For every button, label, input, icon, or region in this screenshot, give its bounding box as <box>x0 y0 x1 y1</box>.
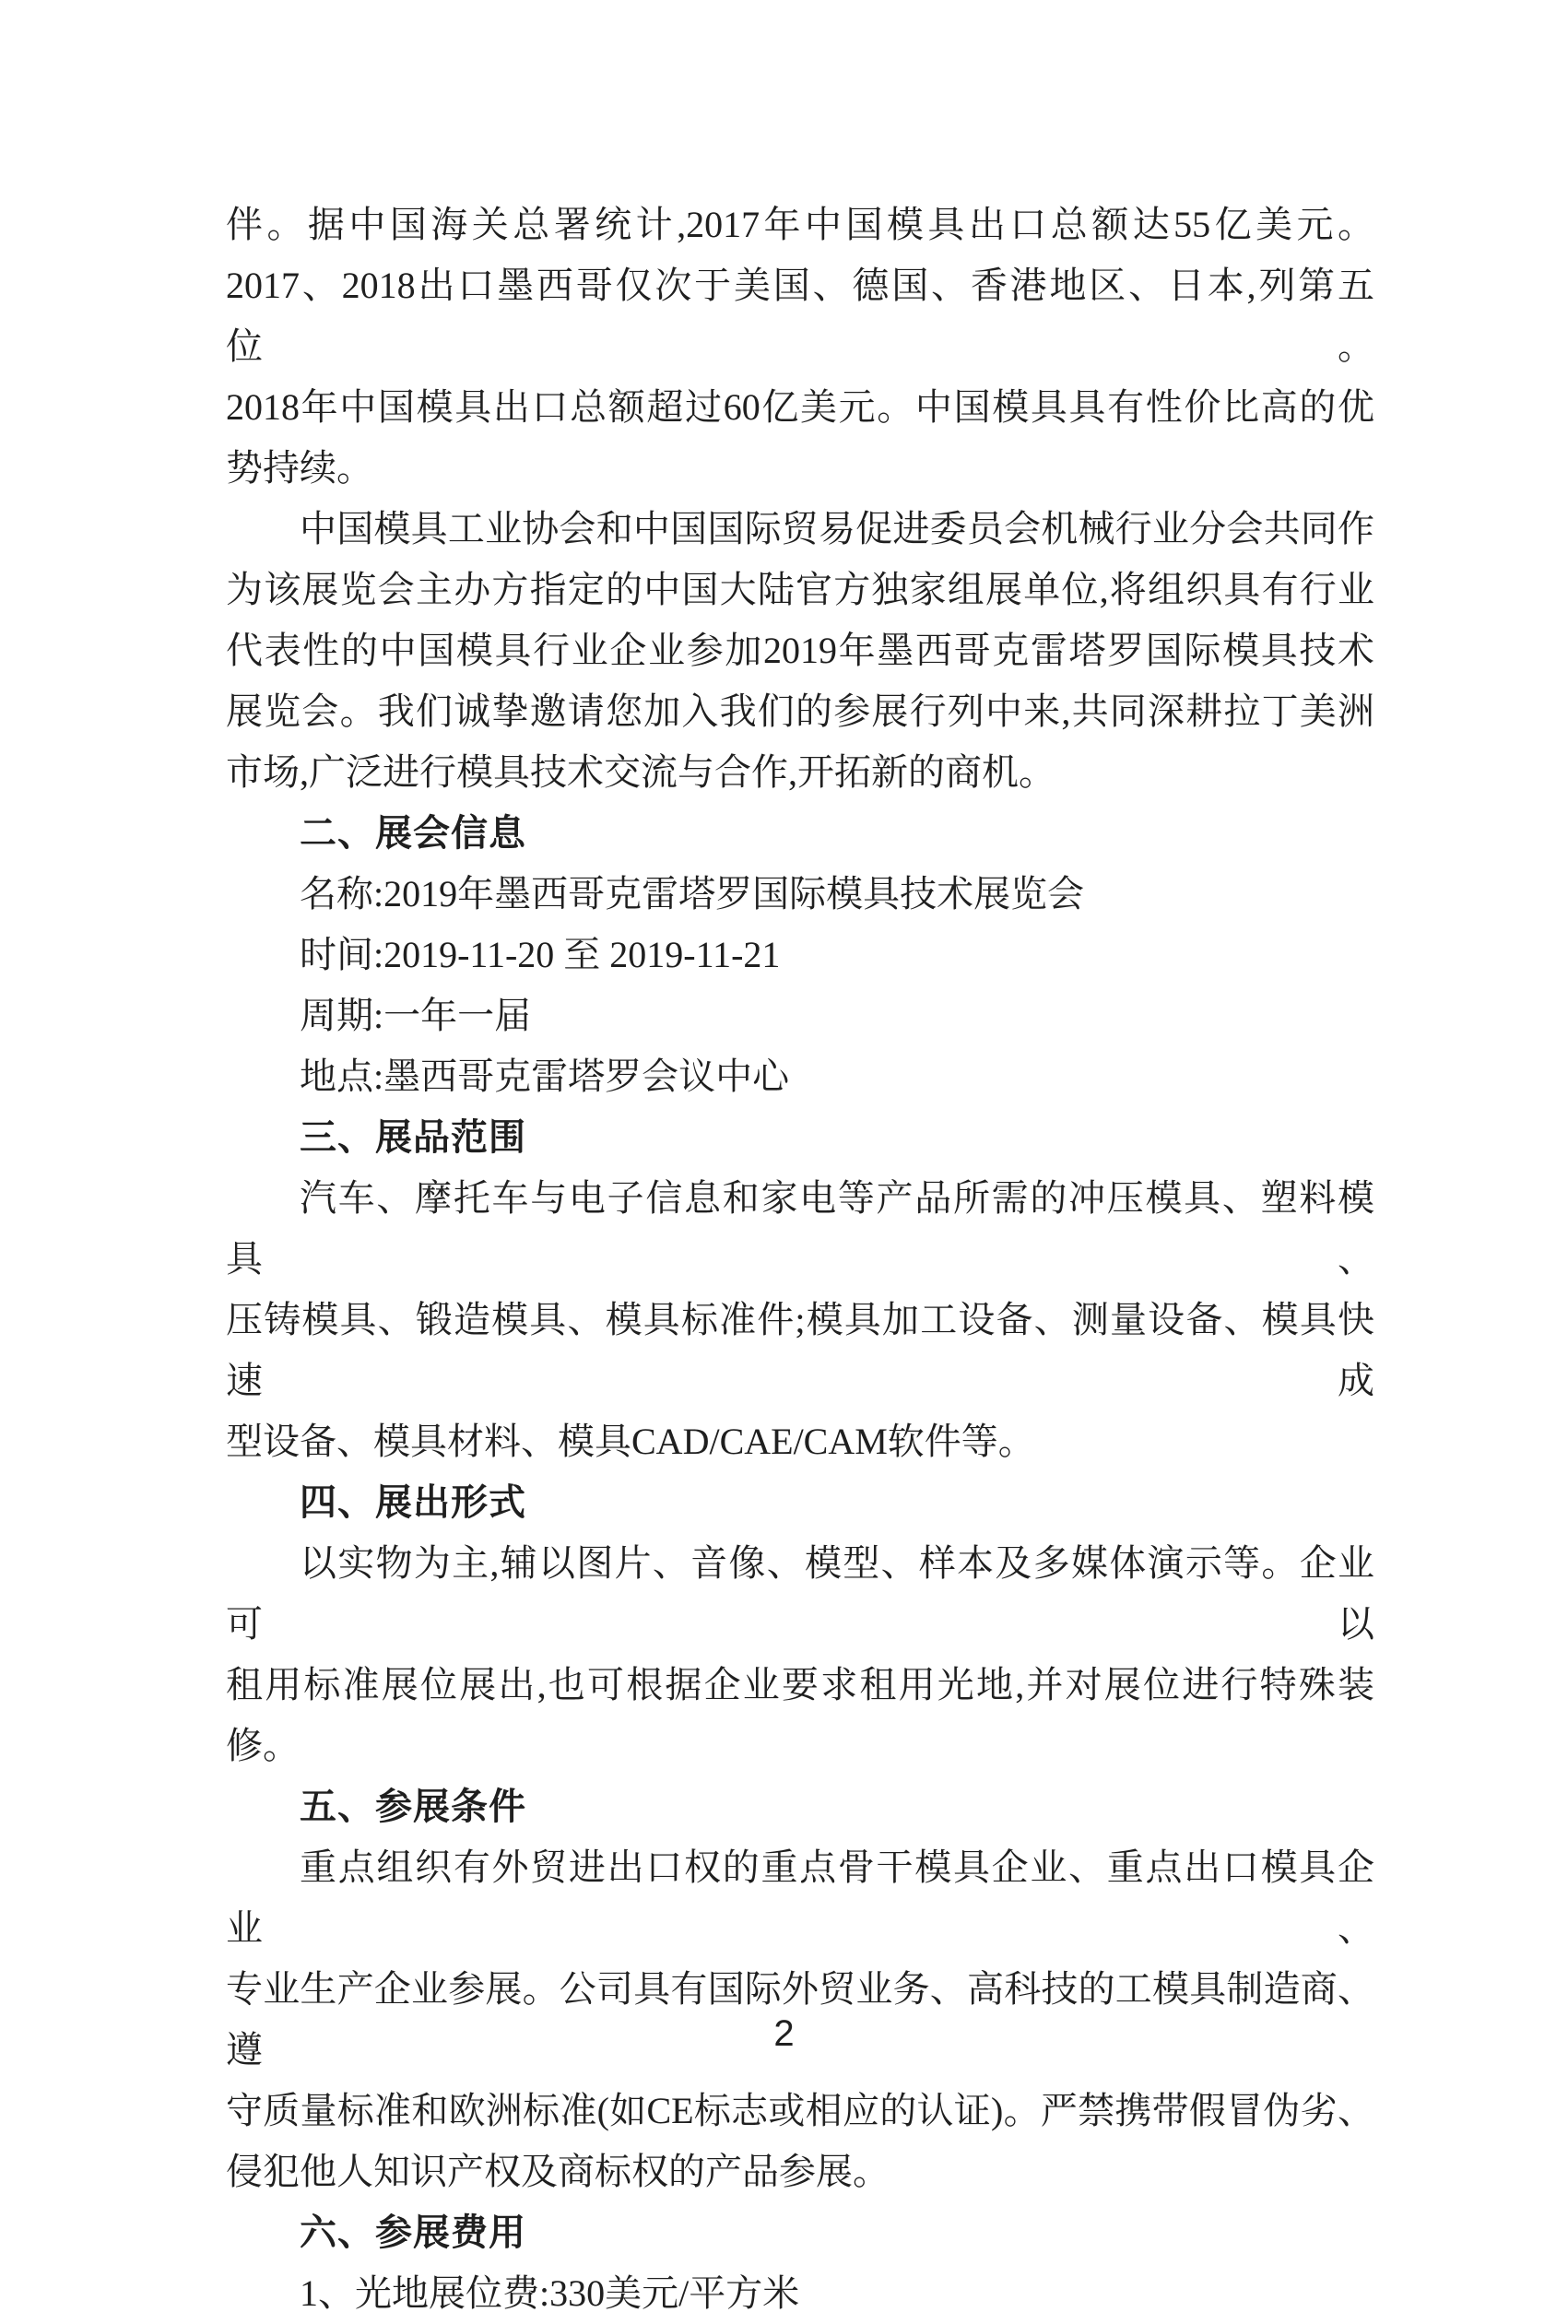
text-line: 周期:一年一届 <box>300 995 532 1036</box>
section-heading: 四、展出形式 <box>300 1482 526 1523</box>
text-line: 势持续。 <box>226 447 373 489</box>
text-line: 为该展览会主办方指定的中国大陆官方独家组展单位,将组织具有行业 <box>226 569 1374 610</box>
text-line: 代表性的中国模具行业企业参加2019年墨西哥克雷塔罗国际模具技术 <box>226 630 1374 671</box>
text-line: 名称:2019年墨西哥克雷塔罗国际模具技术展览会 <box>300 873 1085 914</box>
section-heading: 三、展品范围 <box>300 1117 526 1158</box>
text-line: 伴。据中国海关总署统计,2017年中国模具出口总额达55亿美元。 <box>226 204 1374 245</box>
text-line: 地点:墨西哥克雷塔罗会议中心 <box>300 1056 790 1097</box>
text-line: 展览会。我们诚挚邀请您加入我们的参展行列中来,共同深耕拉丁美洲 <box>226 690 1374 732</box>
text-line: 2017、2018出口墨西哥仅次于美国、德国、香港地区、日本,列第五位。 <box>226 265 1374 367</box>
section-heading: 六、参展费用 <box>300 2212 526 2253</box>
text-line: 2018年中国模具出口总额超过60亿美元。中国模具具有性价比高的优 <box>226 386 1374 428</box>
section-heading: 二、展会信息 <box>300 813 526 854</box>
page-content <box>226 195 1374 2324</box>
text-line: 汽车、摩托车与电子信息和家电等产品所需的冲压模具、塑料模具、 <box>226 1177 1374 1280</box>
page-number: 2 <box>773 2013 795 2054</box>
text-line: 守质量标准和欧洲标准(如CE标志或相应的认证)。严禁携带假冒伪劣、 <box>226 2090 1374 2131</box>
text-line: 压铸模具、锻造模具、模具标准件;模具加工设备、测量设备、模具快速成 <box>226 1299 1374 1401</box>
text-line: 型设备、模具材料、模具CAD/CAE/CAM软件等。 <box>226 1421 1035 1462</box>
text-line: 修。 <box>226 1725 300 1766</box>
text-line: 租用标准展位展出,也可根据企业要求租用光地,并对展位进行特殊装 <box>226 1664 1374 1705</box>
text-line: 市场,广泛进行模具技术交流与合作,开拓新的商机。 <box>226 751 1055 793</box>
text-line: 中国模具工业协会和中国国际贸易促进委员会机械行业分会共同作 <box>300 508 1374 549</box>
text-line: 时间:2019-11-20 至 2019-11-21 <box>300 934 781 975</box>
text-line: 侵犯他人知识产权及商标权的产品参展。 <box>226 2151 890 2192</box>
text-line: 专业生产企业参展。公司具有国际外贸业务、高科技的工模具制造商、遵 <box>226 1968 1374 2070</box>
text-line: 重点组织有外贸进出口权的重点骨干模具企业、重点出口模具企业、 <box>226 1846 1374 1949</box>
text-line: 1、光地展位费:330美元/平方米 <box>300 2272 800 2314</box>
text-line: 以实物为主,辅以图片、音像、模型、样本及多媒体演示等。企业可以 <box>226 1542 1374 1645</box>
section-heading: 五、参展条件 <box>300 1787 526 1827</box>
